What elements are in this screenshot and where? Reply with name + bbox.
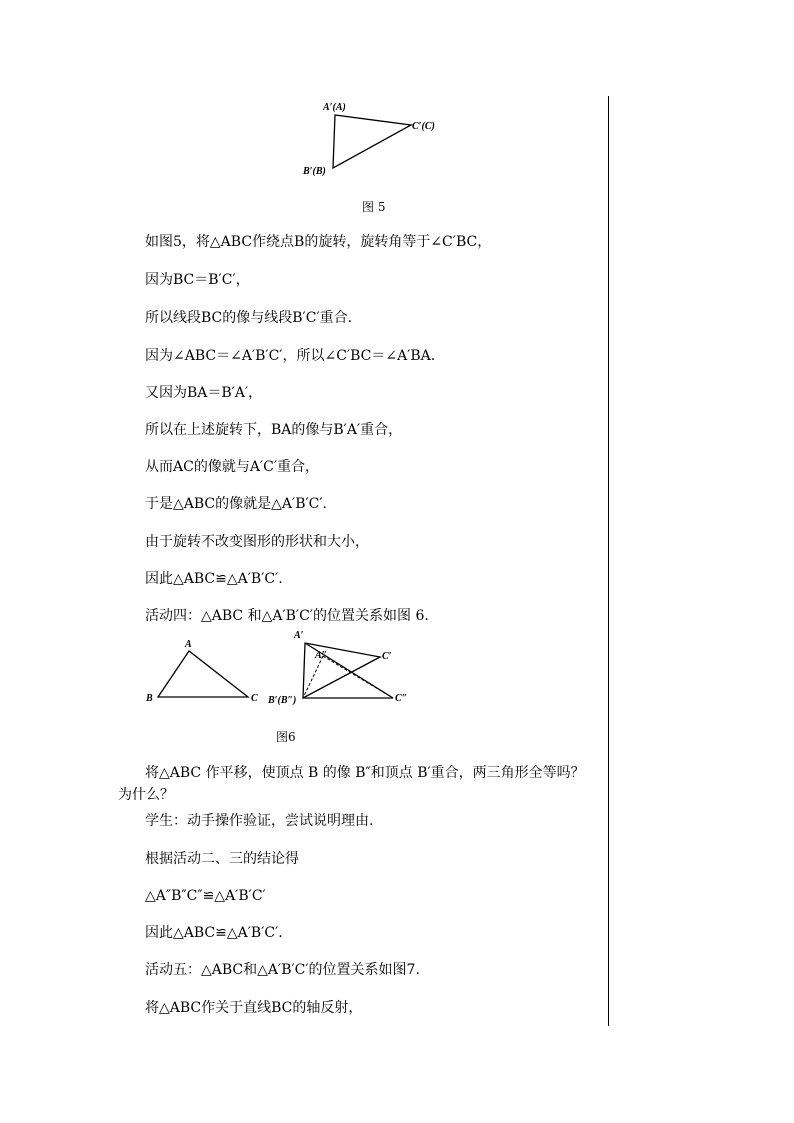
triangle-abc-fig6 [158, 651, 248, 697]
text-line-8: 于是△ABC的像就是△A′B′C′. [145, 496, 327, 512]
label-c-prime: C′(C) [412, 121, 435, 132]
text-line-10: 因此△ABC≌△A′B′C′. [145, 571, 283, 587]
label-c: C [251, 693, 258, 704]
figure-5-caption: 图 5 [362, 200, 386, 214]
segment-a2-b-dashed [303, 656, 323, 698]
text-line-9: 由于旋转不改变图形的形状和大小， [145, 534, 369, 550]
paragraph-translate: 将△ABC 作平移，使顶点 B 的像 B″和顶点 B′重合，两三角形全等吗？为什么？ [118, 765, 585, 803]
text-line-12: 学生：动手操作验证，尝试说明理由. [145, 813, 374, 829]
text-line-14: △A″B″C″≌△A′B′C′ [145, 888, 266, 904]
label-c1: C′ [382, 651, 392, 662]
table-border-right [608, 96, 609, 1026]
label-a-prime: A′(A) [323, 102, 346, 113]
text-line-1: 如图5，将△ABC作绕点B的旋转，旋转角等于∠C′BC， [145, 234, 492, 250]
text-line-6: 所以在上述旋转下，BA的像与B′A′重合， [145, 422, 403, 438]
text-line-5: 又因为BA＝B′A′， [145, 385, 263, 401]
label-c2: C″ [395, 693, 408, 704]
text-line-13: 根据活动二、三的结论得 [145, 851, 299, 867]
figure-6-caption: 图6 [276, 730, 296, 744]
text-line-15: 因此△ABC≌△A′B′C′. [145, 925, 283, 941]
figure-6-right-triangles [265, 628, 420, 713]
label-b: B [146, 693, 153, 704]
label-b-prime: B′(B) [303, 166, 326, 177]
text-line-16: 活动五：△ABC和△A′B′C′的位置关系如图7. [145, 962, 420, 978]
text-line-4: 因为∠ABC＝∠A′B′C′，所以∠C′BC＝∠A′BA. [145, 348, 436, 364]
label-a1: A′ [294, 630, 304, 641]
text-line-17: 将△ABC作关于直线BC的轴反射， [145, 1000, 363, 1016]
label-a2: A″ [315, 650, 328, 661]
figure-6-left-triangle [140, 636, 270, 711]
figure-5-triangle [295, 96, 455, 186]
text-line-2: 因为BC＝B′C′， [145, 272, 250, 288]
text-line-11: 活动四：△ABC 和△A′B′C′的位置关系如图 6. [145, 608, 429, 624]
text-line-3: 所以线段BC的像与线段B′C′重合. [145, 310, 353, 326]
text-line-7: 从而AC的像就与A′C′重合， [145, 459, 320, 475]
label-b-b2: B′(B″) [268, 695, 297, 706]
triangle-abc-fig5 [333, 115, 411, 168]
label-a: A [185, 639, 192, 650]
